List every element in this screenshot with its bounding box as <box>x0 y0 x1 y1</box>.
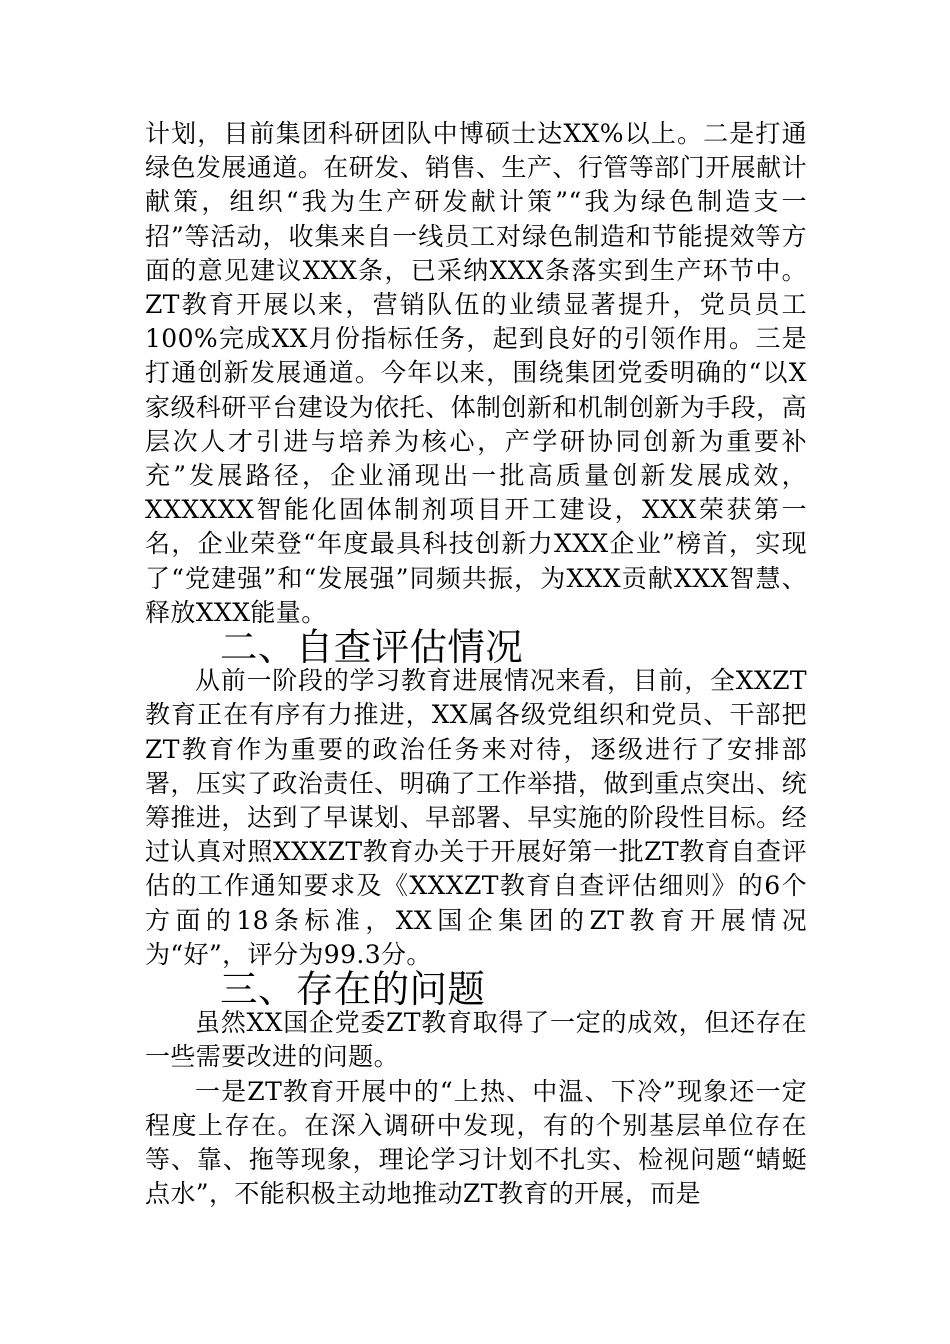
document-page <box>145 117 807 1212</box>
paragraph-self-assessment: 从前一阶段的学习教育进展情况来看，目前，全XXZT教育正在有序有力推进，XX属各级党组织和党员、干部把ZT教育作为重要的政治任务来对待，逐级进行了安排部署，压实了政治责任、明确了工作举措，做到重点突出、统筹推进，达到了早谋划、早部署、早实施的阶段性目标。经过认真对照XXXZT教育办关于开展好第一批ZT教育自查评估的工作通知要求及《XXXZT教育自查评估细则》的6个方面的18条标准，XX国企集团的ZT教育开展情况为“好”，评分为99.3分。 <box>145 666 807 969</box>
paragraph-continued-three-channels: 计划，目前集团科研团队中博硕士达XX%以上。二是打通绿色发展通道。在研发、销售、生产、行管等部门开展献计献策，组织“我为生产研发献计策”“我为绿色制造支一招”等活动，收集来自一线员工对绿色制造和节能提效等方面的意见建议XXX条，已采纳XXX条落实到生产环节中。ZT教育开展以来，营销队伍的业绩显著提升，党员员工100%完成XX月份指标任务，起到良好的引领作用。三是打通创新发展通道。今年以来，围绕集团党委明确的“以X家级科研平台建设为依托、体制创新和机制创新为手段，高层次人才引进与培养为核心，产学研协同创新为重要补充”发展路径，企业涌现出一批高质量创新发展成效，XXXXXX智能化固体制剂项目开工建设，XXX荣获第一名，企业荣登“年度最具科技创新力XXX企业”榜首，实现了“党建强”和“发展强”同频共振，为XXX贡献XXX智慧、释放XXX能量。 <box>145 119 807 627</box>
paragraph-problems-intro: 虽然XX国企党委ZT教育取得了一定的成效，但还存在一些需要改进的问题。 <box>145 1008 807 1072</box>
paragraph-problem-one: 一是ZT教育开展中的“上热、中温、下冷”现象还一定程度上存在。在深入调研中发现，有的个别基层单位存在等、靠、拖等现象，理论学习计划不扎实、检视问题“蜻蜓点水”，不能积极主动地推动ZT教育的开展，而是 <box>145 1076 807 1209</box>
section-heading-existing-problems: 三、存在的问题 <box>220 967 486 1012</box>
section-heading-self-assessment: 二、自查评估情况 <box>220 625 524 670</box>
